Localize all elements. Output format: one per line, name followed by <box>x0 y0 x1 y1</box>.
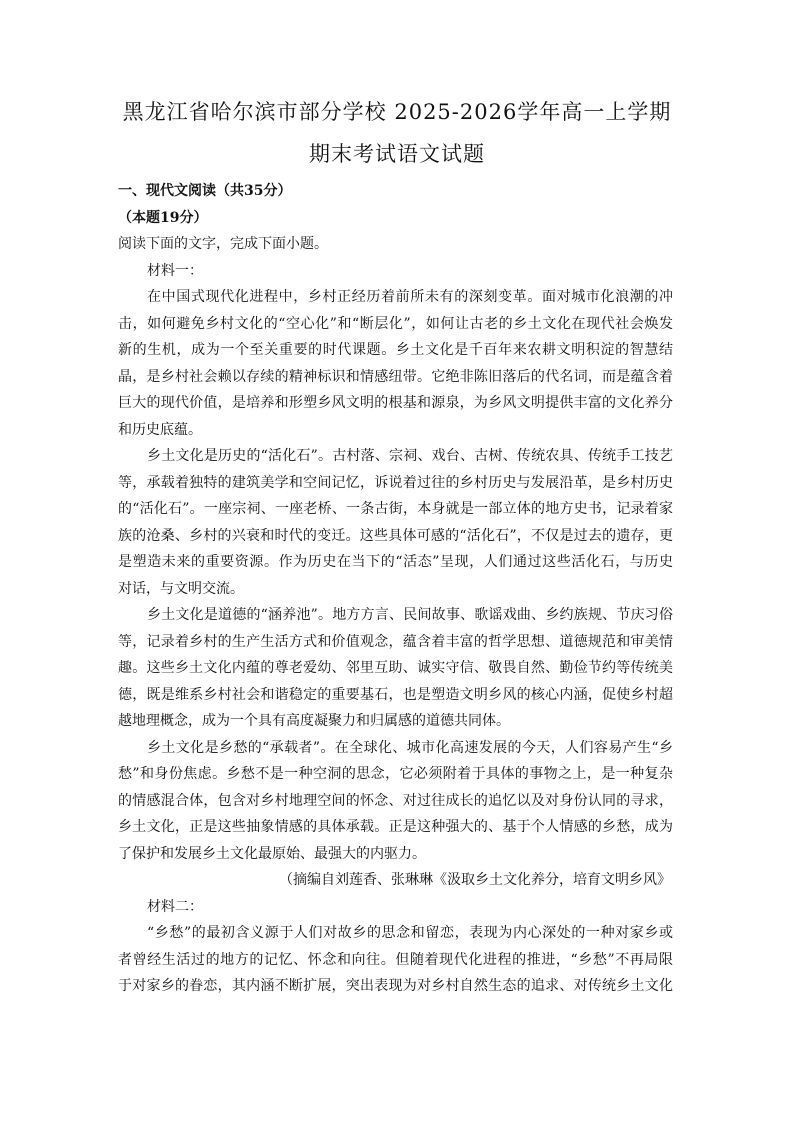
paragraph-line: 越地理概念，成为一个具有高度凝聚力和归属感的道德共同体。 <box>118 713 510 729</box>
paragraph-line: 族的沧桑、乡村的兴衰和时代的变迁。这些具体可感的“活化石”，不仅是过去的遗存，更 <box>118 527 673 544</box>
source-citation: （摘编自刘莲香、张琳琳《汲取乡土文化养分，培育文明乡风》 <box>279 872 671 888</box>
paragraph-4 <box>118 735 673 868</box>
paragraph-line: 者曾经生活过的地方的记忆、怀念和向往。但随着现代化进程的推进，“乡愁”不再局限 <box>118 951 673 968</box>
paragraph-line: 德，既是维系乡村社会和谐稳定的重要基石，也是塑造文明乡风的核心内涵，促使乡村超 <box>118 686 673 703</box>
paragraph-line: 乡土文化是历史的“活化石”。古村落、宗祠、戏台、古树、传统农具、传统手工技艺 <box>147 448 673 464</box>
paragraph-line: 击，如何避免乡村文化的“空心化”和“断层化”，如何让古老的乡土文化在现代社会焕发 <box>118 315 673 332</box>
document-title-line-2: 期末考试语文试题 <box>309 142 485 166</box>
paragraph-5 <box>118 920 673 1000</box>
paragraph-line: 乡土文化是道德的“涵养池”。地方方言、民间故事、歌谣戏曲、乡约族规、节庆习俗 <box>147 607 673 623</box>
instruction-text: 阅读下面的文字，完成下面小题。 <box>118 236 328 252</box>
paragraph-3 <box>118 602 673 735</box>
paragraph-line: 在中国式现代化进程中，乡村正经历着前所未有的深刻变革。面对城市化浪潮的冲 <box>147 289 673 305</box>
material-2-label: 材料二： <box>147 898 203 915</box>
paragraph-line: 于对家乡的眷恋，其内涵不断扩展，突出表现为对乡村自然生态的追求、对传统乡土文化 <box>118 978 673 994</box>
paragraph-line: 趣。这些乡土文化内蕴的尊老爱幼、邻里互助、诚实守信、敬畏自然、勤俭节约等传统美 <box>118 660 673 676</box>
paragraph-line: “乡愁”的最初含义源于人们对故乡的思念和留恋，表现为内心深处的一种对家乡或 <box>147 925 673 941</box>
paragraph-line: 新的生机，成为一个至关重要的时代课题。乡土文化是千百年来农耕文明积淀的智慧结 <box>118 342 673 358</box>
paragraph-line: 等，承载着独特的建筑美学和空间记忆，诉说着过往的乡村历史与发展沿革，是乡村历史 <box>118 474 673 491</box>
material-1-label: 材料一： <box>147 262 203 279</box>
paragraph-line: 了保护和发展乡土文化最原始、最强大的内驱力。 <box>118 845 426 862</box>
paragraph-line: 等，记录着乡村的生产生活方式和价值观念，蕴含着丰富的哲学思想、道德规范和审美情 <box>118 633 673 650</box>
paragraph-line: 晶，是乡村社会赖以存续的精神标识和情感纽带。它绝非陈旧落后的代名词，而是蕴含着 <box>118 368 673 385</box>
paragraph-line: 和历史底蕴。 <box>118 421 202 438</box>
document-title-line-1: 黑龙江省哈尔滨市部分学校 2025-2026学年高一上学期 <box>122 100 672 124</box>
paragraph-line: 的情感混合体，包含对乡村地理空间的怀念、对过往成长的追忆以及对身份认同的寻求， <box>118 792 673 809</box>
paragraph-line: 愁”和身份焦虑。乡愁不是一种空洞的思念，它必须附着于具体的事物之上，是一种复杂 <box>118 766 673 782</box>
paragraph-line: 对话，与文明交流。 <box>118 580 244 597</box>
paragraph-line: 的“活化石”。一座宗祠、一座老桥、一条古街，本身就是一部立体的地方史书，记录着家 <box>118 501 673 517</box>
paragraph-1 <box>118 284 673 443</box>
paragraph-line: 巨大的现代价值，是培养和形塑乡风文明的根基和源泉，为乡风文明提供丰富的文化养分 <box>118 395 673 411</box>
section-heading: 一、现代文阅读（共35分） <box>118 183 292 199</box>
paragraph-line: 是塑造未来的重要资源。作为历史在当下的“活态”呈现，人们通过这些活化石，与历史 <box>118 554 673 570</box>
paragraph-2 <box>118 443 673 602</box>
paragraph-line: 乡土文化，正是这些抽象情感的具体承载。正是这种强大的、基于个人情感的乡愁，成为 <box>118 819 673 835</box>
sub-heading: （本题19分） <box>118 209 208 226</box>
paragraph-line: 乡土文化是乡愁的“承载者”。在全球化、城市化高速发展的今天，人们容易产生“乡 <box>147 739 673 756</box>
document-body <box>118 178 673 1000</box>
